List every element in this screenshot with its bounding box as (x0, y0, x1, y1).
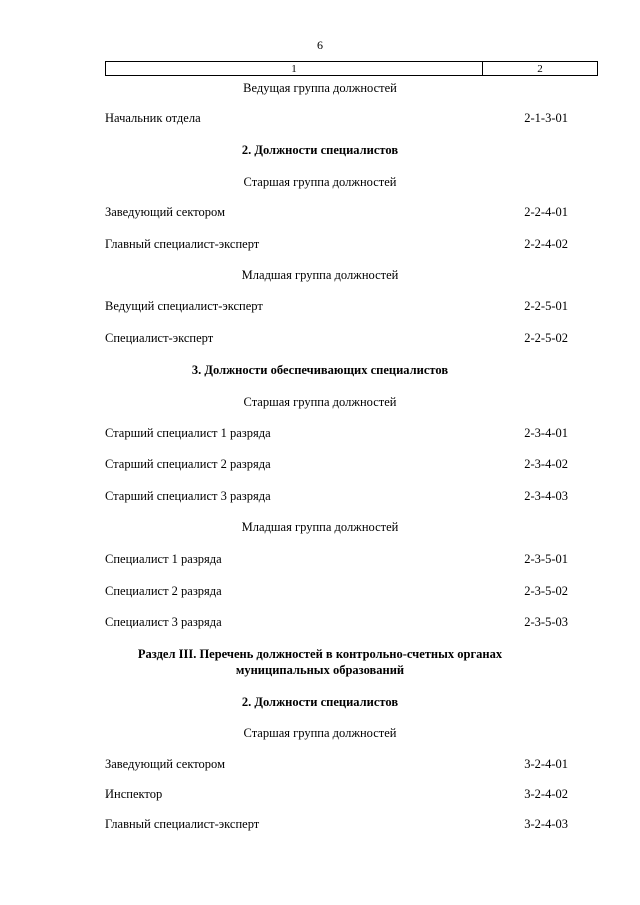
position-row (105, 110, 568, 126)
position-name: Инспектор (105, 787, 163, 801)
position-row (105, 583, 568, 599)
section-heading: 3. Должности обеспечивающих специалистов (191, 363, 449, 377)
position-code: 2-3-5-02 (524, 584, 568, 598)
position-code: 3-2-4-01 (524, 757, 568, 771)
position-row (105, 786, 568, 802)
position-code: 2-3-5-01 (524, 552, 568, 566)
column-header-1: 1 (106, 62, 483, 76)
position-row (105, 330, 568, 346)
position-code: 2-2-4-02 (524, 237, 568, 251)
page-number: 6 (317, 38, 323, 52)
position-name: Старший специалист 2 разряда (105, 457, 271, 471)
position-name: Заведующий сектором (105, 757, 225, 771)
section-heading: муниципальных образований (235, 663, 405, 677)
group-heading: Младшая группа должностей (241, 268, 399, 282)
column-header-2: 2 (483, 62, 598, 76)
position-name: Главный специалист-эксперт (105, 237, 260, 251)
position-code: 3-2-4-03 (524, 817, 568, 831)
position-name: Старший специалист 1 разряда (105, 426, 271, 440)
position-row (105, 204, 568, 220)
position-row (105, 298, 568, 314)
section-heading: 2. Должности специалистов (241, 695, 399, 709)
position-name: Заведующий сектором (105, 205, 225, 219)
position-name: Главный специалист-эксперт (105, 817, 260, 831)
position-name: Специалист-эксперт (105, 331, 214, 345)
position-name: Начальник отдела (105, 111, 201, 125)
position-name: Ведущий специалист-эксперт (105, 299, 263, 313)
position-name: Специалист 2 разряда (105, 584, 222, 598)
section-heading: 2. Должности специалистов (241, 143, 399, 157)
position-name: Специалист 3 разряда (105, 615, 222, 629)
position-row (105, 488, 568, 504)
group-heading: Старшая группа должностей (243, 395, 397, 409)
group-heading: Старшая группа должностей (243, 726, 397, 740)
position-row (105, 756, 568, 772)
position-name: Старший специалист 3 разряда (105, 489, 271, 503)
section-heading: Раздел III. Перечень должностей в контрольно-счетных органах (137, 647, 503, 661)
position-code: 2-3-5-03 (524, 615, 568, 629)
position-code: 3-2-4-02 (524, 787, 568, 801)
group-heading: Младшая группа должностей (241, 520, 399, 534)
position-code: 2-3-4-01 (524, 426, 568, 440)
position-row (105, 551, 568, 567)
position-code: 2-2-5-01 (524, 299, 568, 313)
position-row (105, 236, 568, 252)
group-heading: Старшая группа должностей (243, 175, 397, 189)
group-heading: Ведущая группа должностей (243, 81, 397, 95)
position-row (105, 614, 568, 630)
position-row (105, 456, 568, 472)
position-code: 2-1-3-01 (524, 111, 568, 125)
position-row (105, 425, 568, 441)
position-name: Специалист 1 разряда (105, 552, 222, 566)
position-code: 2-3-4-02 (524, 457, 568, 471)
position-code: 2-2-4-01 (524, 205, 568, 219)
position-row (105, 816, 568, 832)
position-code: 2-2-5-02 (524, 331, 568, 345)
position-code: 2-3-4-03 (524, 489, 568, 503)
